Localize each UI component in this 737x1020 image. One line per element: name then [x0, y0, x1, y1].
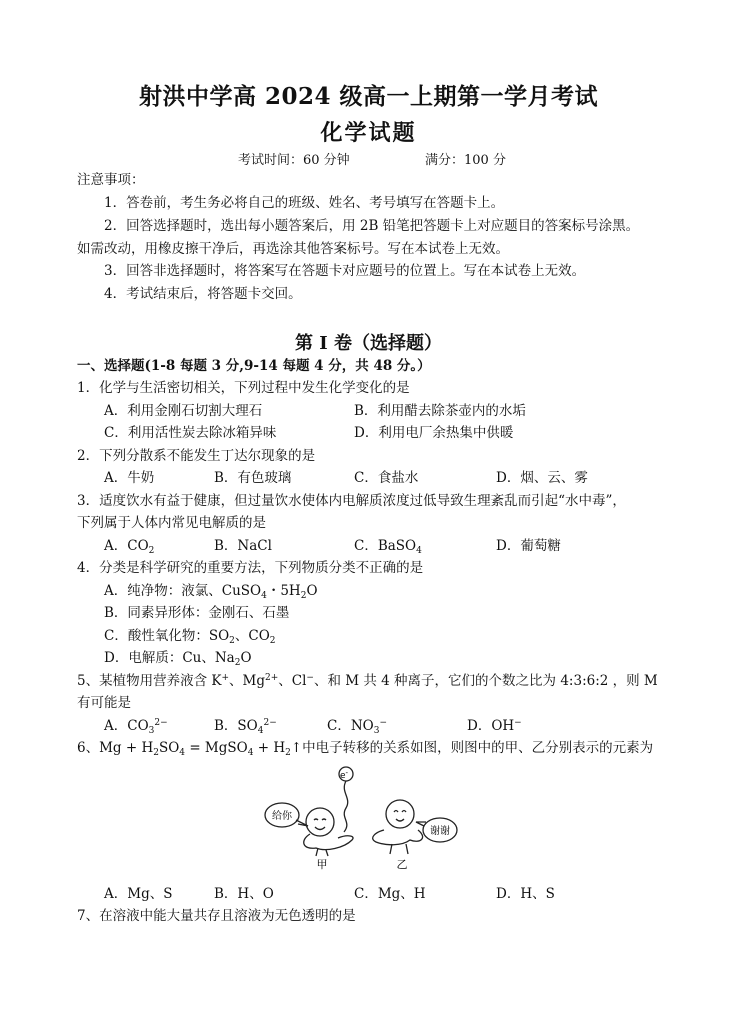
q4-a-mid: ・5H — [266, 583, 301, 599]
q3-stem: 3．适度饮水有益于健康，但过量饮水使体内电解质浓度过低导致生理紊乱而引起“水中毒”， — [77, 493, 626, 509]
q2-option-a: A．牛奶 — [104, 470, 155, 486]
yi-body — [373, 830, 423, 845]
q4-d-sub: 2 — [234, 658, 241, 668]
note-1: 1．答卷前，考生务必将自己的班级、姓名、考号填写在答题卡上。 — [104, 195, 505, 211]
q4-a-end: O — [306, 583, 318, 599]
q3-option-c — [354, 537, 422, 555]
q6-option-c: C．Mg、H — [354, 886, 426, 902]
q5-c-sup: − — [379, 718, 387, 728]
note-4: 4．考试结束后，将答题卡交回。 — [104, 286, 302, 302]
q4-stem: 4．分类是科学研究的重要方法，下列物质分类不正确的是 — [77, 560, 424, 576]
q6-p1: 6、Mg + H — [77, 740, 154, 756]
electron-letter: e — [339, 771, 346, 781]
q2-stem: 2．下列分散系不能发生丁达尔现象的是 — [77, 448, 316, 464]
q5-option-d — [467, 717, 522, 735]
q4-a-sub1: 4 — [261, 591, 267, 601]
q5-b-sub: 4 — [257, 726, 264, 736]
note-2: 2．回答选择题时，选出每小题答案后，用 2B 铅笔把答题卡上对应题目的答案标号涂黑。 — [104, 218, 640, 234]
q4-d-end: O — [240, 650, 252, 666]
q5-p1: 5、某植物用营养液含 K — [77, 673, 222, 689]
q4-option-d — [104, 649, 252, 667]
q4-c-sub2: 2 — [269, 636, 276, 646]
jia-head — [306, 808, 334, 836]
notes-heading: 注意事项： — [77, 172, 145, 188]
q6-stem — [77, 739, 653, 757]
q6-p2-sub: 4 — [179, 748, 186, 758]
q1-option-a: A．利用金刚石切割大理石 — [104, 403, 263, 419]
q1-stem: 1．化学与生活密切相关，下列过程中发生化学变化的是 — [77, 380, 410, 396]
jia-body — [304, 834, 353, 850]
q5-stem — [77, 672, 658, 690]
q3-option-a — [104, 537, 154, 555]
thanks-text: 谢谢 — [430, 826, 450, 837]
q6-option-d: D．H、S — [496, 886, 555, 902]
q6-p3-sub: 4 — [247, 748, 254, 758]
exam-title: 射洪中学高 2024 级高一上期第一学月考试 — [138, 83, 599, 110]
q3-a-text: A．CO — [104, 538, 149, 554]
yi-label: 乙 — [396, 858, 408, 871]
q5-option-a — [104, 717, 168, 735]
q4-c-text: C．酸性氧化物：SO — [104, 628, 230, 644]
q1-option-c: C．利用活性炭去除冰箱异味 — [104, 425, 277, 441]
q3-stem-cont: 下列属于人体内常见电解质的是 — [77, 515, 266, 531]
electron-transfer-figure — [260, 760, 470, 872]
q5-c-sub: 3 — [373, 726, 380, 736]
q2-option-b: B．有色玻璃 — [214, 470, 292, 486]
section-instruction: 一、选择题(1-8 每题 3 分,9-14 每题 4 分，共 48 分。） — [77, 358, 431, 374]
q4-d-text: D．电解质：Cu、Na — [104, 650, 235, 666]
q4-option-a — [104, 582, 318, 600]
q6-p5: ↑中电子转移的关系如图，则图中的甲、乙分别表示的元素为 — [290, 740, 654, 756]
q5-p2: 、Mg — [229, 673, 265, 689]
jia-label: 甲 — [316, 858, 328, 871]
q2-option-c: C．食盐水 — [354, 470, 419, 486]
q3-option-d: D．葡萄糖 — [496, 538, 561, 554]
q5-p1-sup: + — [221, 673, 230, 683]
q4-c-sub1: 2 — [229, 636, 235, 646]
q4-option-c — [104, 627, 276, 645]
q6-option-b: B．H、O — [214, 886, 274, 902]
q1-option-d: D．利用电厂余热集中供暖 — [354, 425, 514, 441]
electron-charge: - — [345, 769, 349, 777]
q5-p4: 、和 M 共 4 种离子，它们的个数之比为 4:3:6:2 ，则 M — [313, 673, 658, 689]
q6-option-a: A．Mg、S — [104, 886, 173, 902]
exam-score: 满分：100 分 — [425, 153, 506, 168]
q6-p4: + H — [253, 740, 286, 756]
q6-p2: SO — [158, 740, 180, 756]
q5-b-sup: 2− — [263, 718, 277, 728]
q6-p4-sub: 2 — [285, 748, 291, 758]
electron-label — [340, 769, 349, 781]
q2-option-d: D．烟、云、雾 — [496, 470, 588, 486]
q5-a-sup: 2− — [154, 718, 168, 728]
q6-p3: = MgSO — [185, 740, 248, 756]
electron-string — [344, 781, 348, 832]
q4-a-sub2: 2 — [300, 591, 307, 601]
q5-d-text: D．OH — [467, 718, 515, 734]
give-text: 给你 — [272, 811, 292, 822]
note-2-cont: 如需改动，用橡皮擦干净后，再选涂其他答案标号。写在本试卷上无效。 — [77, 241, 509, 257]
q5-c-text: C．NO — [327, 718, 374, 734]
section-title: 第 I 卷（选择题） — [295, 333, 442, 354]
q3-option-b: B．NaCl — [214, 538, 272, 554]
subject-title: 化学试题 — [320, 120, 417, 146]
q5-option-b — [214, 717, 277, 735]
q1-option-b: B．利用醋去除茶壶内的水垢 — [354, 403, 526, 419]
q7-stem: 7、在溶液中能大量共存且溶液为无色透明的是 — [77, 908, 356, 924]
q5-option-c — [327, 717, 387, 735]
q4-c-mid: 、CO — [234, 628, 270, 644]
q5-p3-sup: − — [306, 673, 314, 683]
q4-option-b: B．同素异形体：金刚石、石墨 — [104, 605, 290, 621]
q6-p1-sub: 2 — [153, 748, 159, 758]
q4-a-text: A．纯净物：液氯、CuSO — [104, 583, 262, 599]
q5-a-text: A．CO — [104, 718, 149, 734]
q3-a-sub: 2 — [148, 546, 155, 556]
q3-c-text: C．BaSO — [354, 538, 417, 554]
q3-c-sub: 4 — [416, 546, 422, 556]
q5-d-sup: − — [514, 718, 522, 728]
q5-p2-sup: 2+ — [264, 673, 279, 683]
q5-a-sub: 3 — [148, 726, 155, 736]
exam-time: 考试时间：60 分钟 — [238, 153, 350, 168]
yi-head — [386, 800, 414, 828]
note-3: 3．回答非选择题时，将答案写在答题卡对应题号的位置上。写在本试卷上无效。 — [104, 263, 586, 279]
q5-stem-cont: 有可能是 — [77, 695, 131, 711]
q5-p3: 、Cl — [278, 673, 307, 689]
q5-b-text: B．SO — [214, 718, 258, 734]
